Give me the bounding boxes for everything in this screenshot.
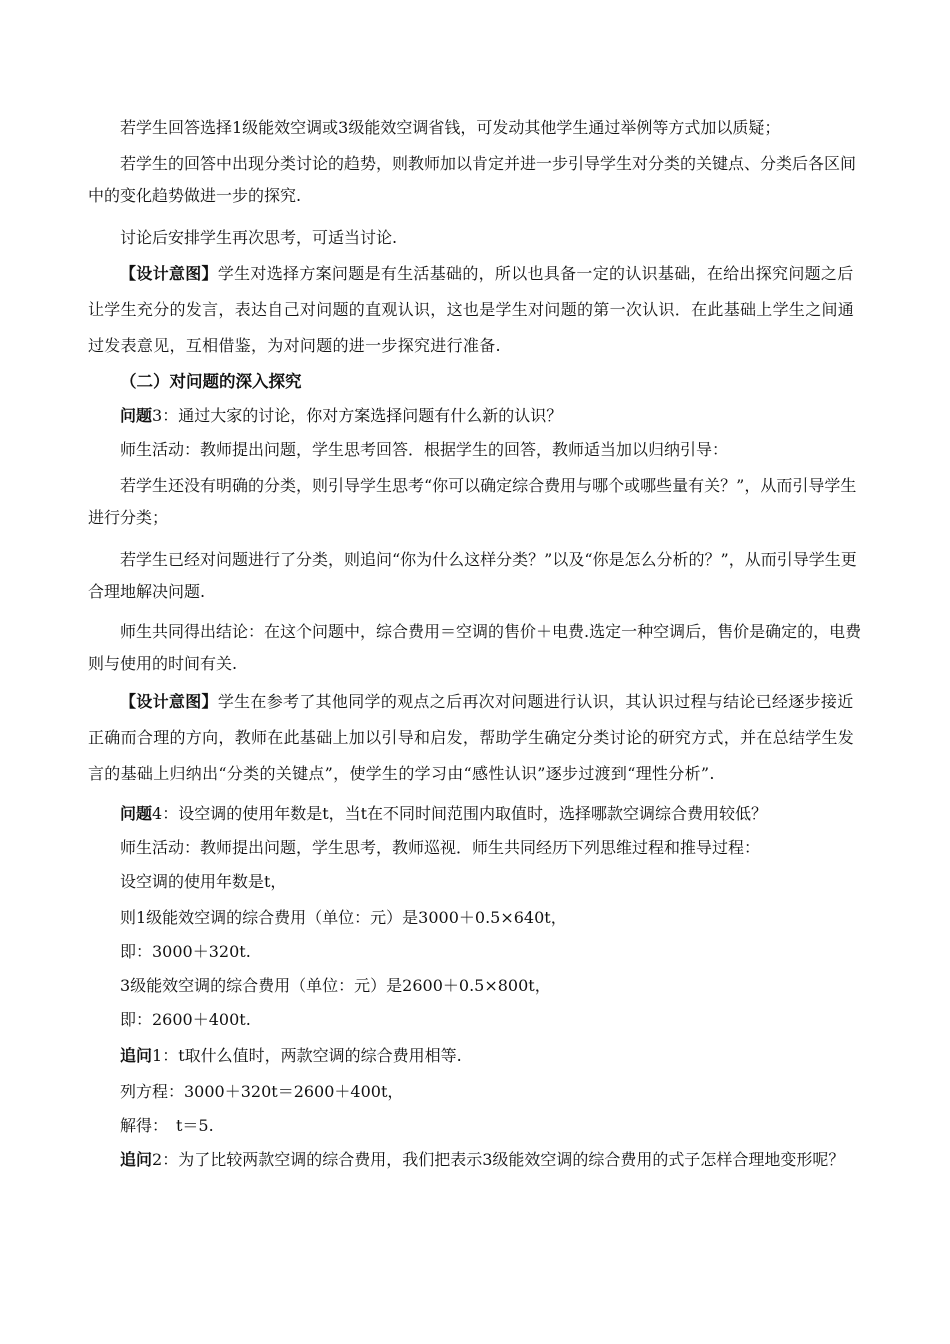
paragraph: 讨论后安排学生再次思考，可适当讨论. — [120, 228, 398, 247]
paragraph: 解得： t＝5. — [120, 1116, 214, 1135]
paragraph: 师生共同得出结论：在这个问题中，综合费用＝空调的售价＋电费.选定一种空调后，售价是确定的，电费则与使用的时间有关. — [88, 622, 862, 673]
paragraph: 即：3000＋320t. — [120, 942, 251, 961]
paragraph: 若学生已经对问题进行了分类，则追问“你为什么这样分类？”以及“你是怎么分析的？”，从而引导学生更合理地解决问题. — [88, 550, 857, 601]
section-heading: （二）对问题的深入探究 — [120, 372, 302, 391]
follow-up-paragraph — [88, 1144, 864, 1176]
paragraph: 设空调的使用年数是t， — [120, 872, 287, 891]
paragraph: 则1级能效空调的综合费用（单位：元）是3000＋0.5×640t， — [120, 908, 567, 927]
design-intent-paragraph — [88, 684, 864, 792]
paragraph: 师生活动：教师提出问题，学生思考，教师巡视．师生共同经历下列思维过程和推导过程： — [120, 838, 761, 857]
question-label: 问题 — [120, 804, 153, 823]
follow-up-label: 追问 — [120, 1046, 153, 1065]
follow-up-text: 2：为了比较两款空调的综合费用，我们把表示3级能效空调的综合费用的式子怎样合理地变形呢？ — [152, 1150, 845, 1169]
design-intent-paragraph — [88, 256, 864, 364]
question-paragraph — [120, 400, 562, 432]
design-intent-text: 学生对选择方案问题是有生活基础的，所以也具备一定的认识基础，在给出探究问题之后让学生充分的发言，表达自己对问题的直观认识，这也是学生对问题的第一次认识．在此基础上学生之间通过发表意见，互相借鉴，为对问题的进一步探究进行准备. — [88, 264, 855, 355]
question-text: 3：通过大家的讨论，你对方案选择问题有什么新的认识？ — [152, 406, 563, 425]
question-label: 问题 — [120, 406, 153, 425]
paragraph: 3级能效空调的综合费用（单位：元）是2600＋0.5×800t， — [120, 976, 551, 995]
paragraph: 列方程：3000＋320t＝2600＋400t， — [120, 1082, 404, 1101]
question-text: 4：设空调的使用年数是t，当t在不同时间范围内取值时，选择哪款空调综合费用较低？ — [152, 804, 768, 823]
design-intent-text: 学生在参考了其他同学的观点之后再次对问题进行认识，其认识过程与结论已经逐步接近正确而合理的方向，教师在此基础上加以引导和启发，帮助学生确定分类讨论的研究方式，并在总结学生发言的基础上归纳出“分类的关键点”，使学生的学习由“感性认识”逐步过渡到“理性分析”. — [88, 692, 855, 783]
follow-up-text: 1：t取什么值时，两款空调的综合费用相等. — [152, 1046, 462, 1065]
paragraph: 若学生还没有明确的分类，则引导学生思考“你可以确定综合费用与哪个或哪些量有关？”，从而引导学生进行分类； — [88, 476, 857, 527]
design-intent-label: 【设计意图】 — [120, 692, 218, 711]
question-paragraph — [120, 798, 767, 830]
design-intent-label: 【设计意图】 — [120, 264, 218, 283]
paragraph: 即：2600＋400t. — [120, 1010, 251, 1029]
paragraph: 师生活动：教师提出问题，学生思考回答．根据学生的回答，教师适当加以归纳引导： — [120, 440, 729, 459]
follow-up-label: 追问 — [120, 1150, 153, 1169]
follow-up-paragraph — [120, 1040, 462, 1072]
paragraph: 若学生的回答中出现分类讨论的趋势，则教师加以肯定并进一步引导学生对分类的关键点、分类后各区间中的变化趋势做进一步的探究. — [88, 154, 857, 205]
paragraph: 若学生回答选择1级能效空调或3级能效空调省钱，可发动其他学生通过举例等方式加以质疑； — [120, 118, 781, 137]
